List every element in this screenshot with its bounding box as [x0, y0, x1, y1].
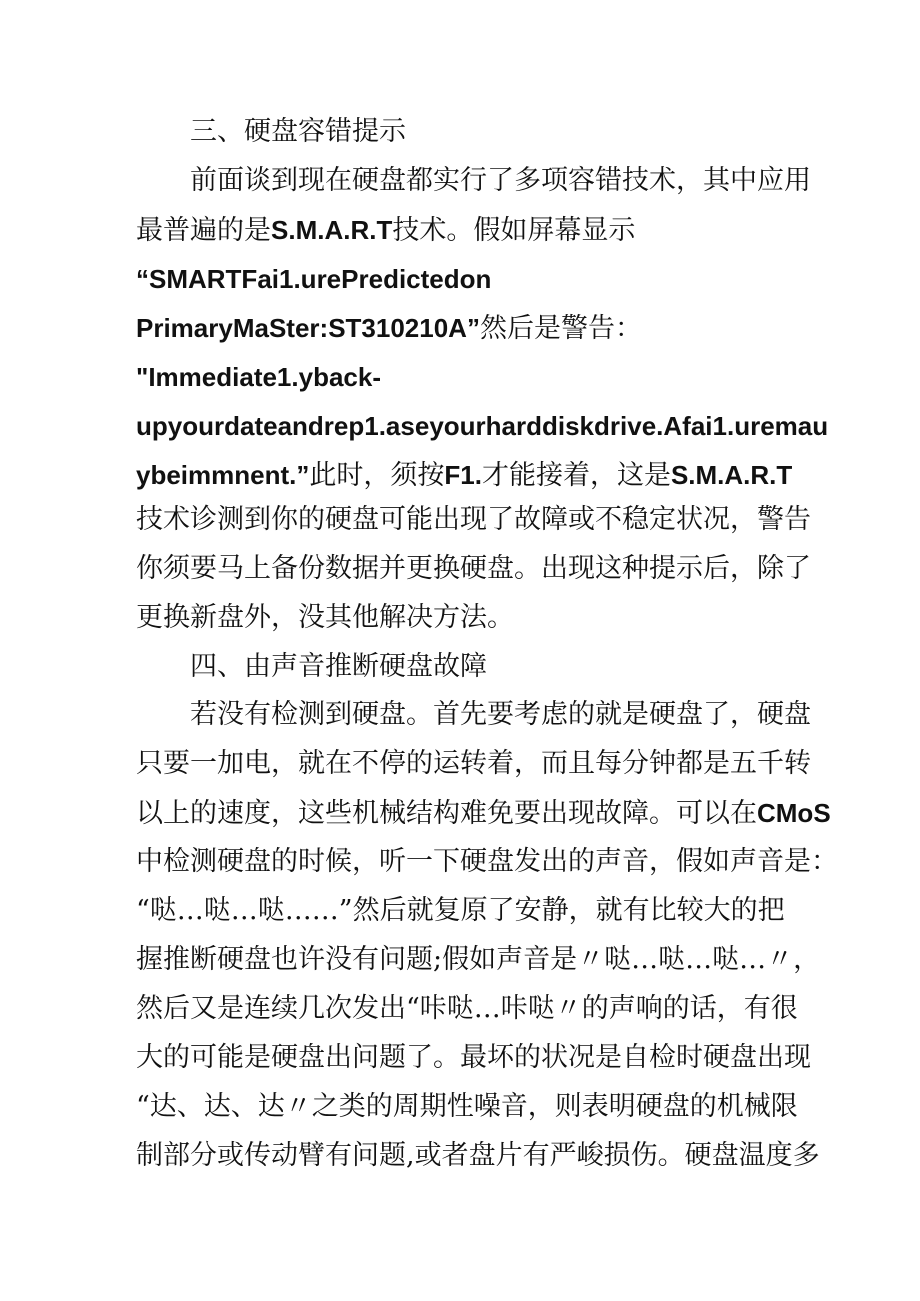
paragraph-line: [136, 502, 811, 538]
text-run: 大的可能是硬盘出问题了。最坏的状况是自检时硬盘出现: [136, 1042, 811, 1073]
section-heading-4: 四、由声音推断硬盘故障: [190, 651, 487, 682]
text-run: 最普遍的是: [136, 215, 271, 246]
latin-run: S.M.A.R.T: [670, 460, 793, 490]
latin-run: PrimaryMaSter:ST310210A”: [136, 313, 480, 343]
latin-run: upyourdateandrep1.aseyourharddiskdrive.Afai1.uremau: [136, 411, 829, 441]
text-run: 握推断硬盘也许没有问题;假如声音是〃哒…哒…哒…〃，: [136, 944, 821, 975]
paragraph-line: [190, 163, 811, 199]
paragraph-line: [136, 408, 829, 445]
text-run: 才能接着，这是: [481, 460, 671, 491]
latin-run: F1.: [444, 460, 482, 490]
paragraph-line: [136, 1138, 820, 1174]
text-run: 中检测硬盘的时候，听一下硬盘发出的声音，假如声音是：: [136, 846, 838, 877]
text-run: 若没有检测到硬盘。首先要考虑的就是硬盘了，硬盘: [190, 699, 811, 730]
text-run: 然后是警告：: [479, 313, 642, 344]
latin-run: CMoS: [757, 798, 831, 828]
text-run: 制部分或传动臂有问题,或者盘片有严峻损伤。硬盘温度多: [136, 1140, 820, 1171]
paragraph-line: [136, 457, 796, 494]
text-run: 前面谈到现在硬盘都实行了多项容错技术，其中应用: [190, 165, 811, 196]
paragraph-line: [136, 746, 811, 782]
latin-run: S.M.A.R.T: [271, 215, 393, 245]
text-run: 技术。假如屏幕显示: [392, 215, 636, 246]
text-run: 技术诊测到你的硬盘可能出现了故障或不稳定状况，警告: [136, 504, 811, 535]
paragraph-line: [136, 359, 796, 396]
paragraph-line: [136, 844, 838, 880]
section-heading-3: 三、硬盘容错提示: [190, 116, 406, 147]
text-run: “达、达、达〃之类的周期性噪音，则表明硬盘的机械限: [136, 1091, 798, 1122]
paragraph-line: [136, 600, 796, 636]
paragraph-line: [136, 893, 796, 929]
paragraph-line: [136, 1089, 796, 1125]
text-run: 以上的速度，这些机械结构难免要出现故障。可以在: [136, 798, 757, 829]
paragraph-line: [136, 991, 796, 1027]
text-run: 只要一加电，就在不停的运转着，而且每分钟都是五千转: [136, 748, 811, 779]
paragraph-line: [136, 795, 831, 832]
latin-run: “SMARTFai1.urePredictedon: [136, 264, 492, 294]
text-run: 更换新盘外，没其他解决方法。: [136, 602, 514, 633]
latin-run: ybeimmnent.”: [136, 460, 310, 490]
paragraph-line: [136, 212, 796, 249]
paragraph-line: [136, 942, 821, 978]
text-run: 此时，须按: [309, 460, 445, 491]
text-run: 然后又是连续几次发出“咔哒…咔哒〃的声响的话，有很: [136, 993, 798, 1024]
paragraph-line: [136, 261, 796, 298]
paragraph-line: [136, 310, 796, 347]
paragraph-line: [136, 1040, 811, 1076]
text-run: “哒…哒…哒……”然后就复原了安静，就有比较大的把: [136, 895, 785, 926]
latin-run: "Immediate1.yback-: [136, 362, 381, 392]
paragraph-line: [136, 551, 811, 587]
text-run: 你须要马上备份数据并更换硬盘。出现这种提示后，除了: [136, 553, 811, 584]
paragraph-line: [190, 697, 811, 733]
